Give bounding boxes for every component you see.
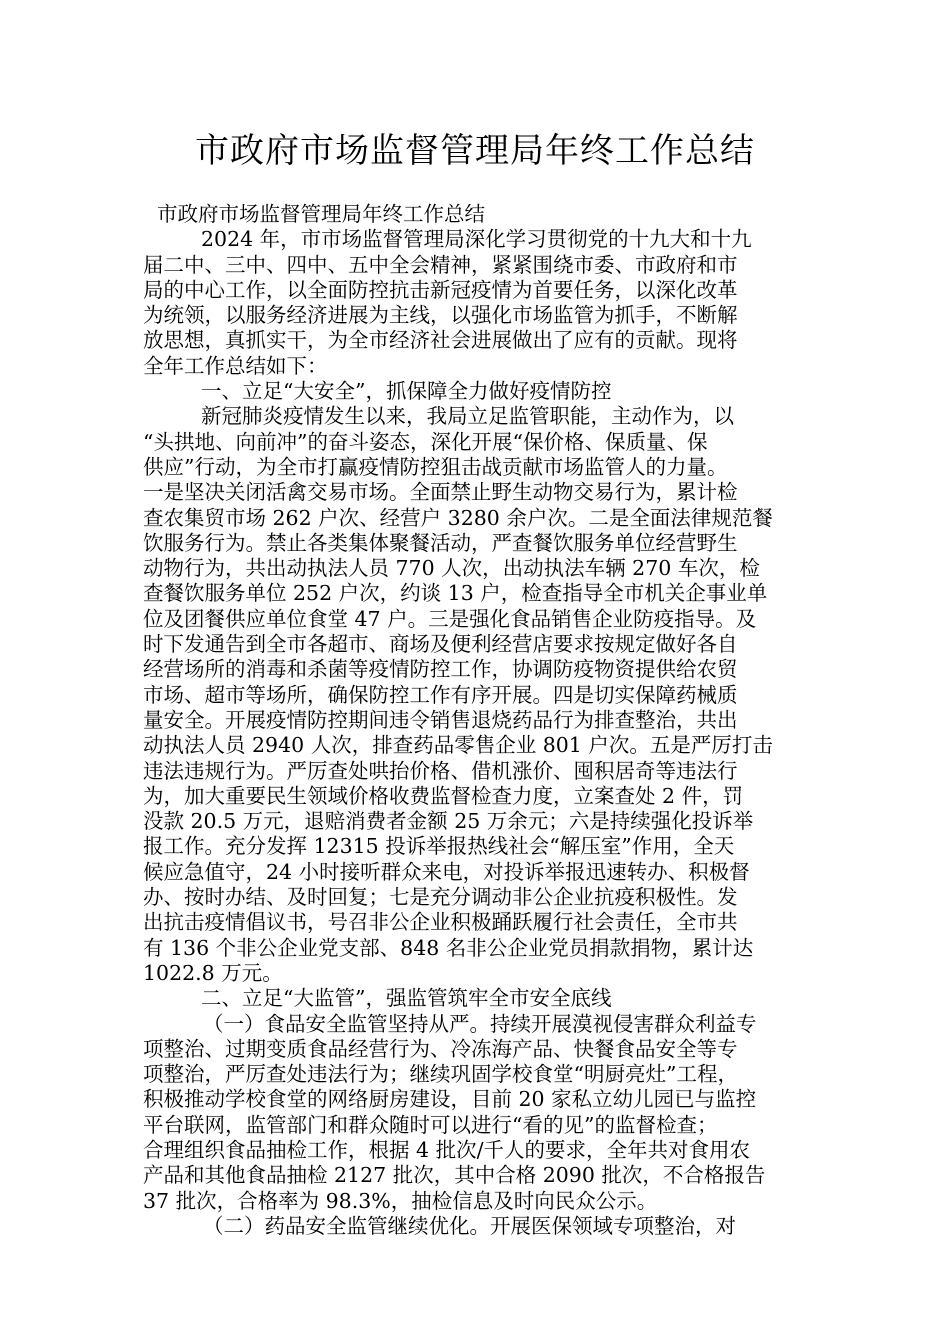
text-line: 量安全。开展疫情防控期间违令销售退烧药品行为排查整治，共出: [143, 707, 738, 732]
text-line: 届二中、三中、四中、五中全会精神，紧紧围绕市委、市政府和市: [143, 252, 738, 277]
document-title: 市政府市场监督管理局年终工作总结: [195, 131, 755, 171]
text-line: 一是坚决关闭活禽交易市场。全面禁止野生动物交易行为，累计检: [143, 480, 738, 505]
text-line: 为统领，以服务经济进展为主线，以强化市场监管为抓手，不断解: [143, 303, 738, 328]
text-line: 新冠肺炎疫情发生以来，我局立足监管职能，主动作为，以: [201, 404, 734, 429]
text-line: 时下发通告到全市各超市、商场及便利经营店要求按规定做好各自: [143, 632, 738, 657]
text-line: 经营场所的消毒和杀菌等疫情防控工作，协调防疫物资提供给农贸: [143, 657, 738, 682]
text-line: 有 136 个非公企业党支部、848 名非公企业党员捐款捐物，累计达: [143, 935, 754, 960]
text-line: 局的中心工作，以全面防控抗击新冠疫情为首要任务，以深化改革: [143, 277, 738, 302]
text-line: 项整治，严厉查处违法行为；继续巩固学校食堂“明厨亮灶”工程，: [143, 1062, 738, 1087]
text-line: 一、立足“大安全”，抓保障全力做好疫情防控: [201, 379, 612, 404]
text-line: 产品和其他食品抽检 2127 批次，其中合格 2090 批次，不合格报告: [143, 1163, 766, 1188]
text-line: 合理组织食品抽检工作，根据 4 批次/千人的要求，全年共对食用农: [143, 1137, 750, 1162]
text-line: 违法违规行为。严厉查处哄抬价格、借机涨价、囤积居奇等违法行: [143, 758, 738, 783]
text-line: 位及团餐供应单位食堂 47 户。三是强化食品销售企业防疫指导。及: [143, 606, 757, 631]
text-line: 放思想，真抓实干，为全市经济社会进展做出了应有的贡献。现将: [143, 328, 738, 353]
text-line: 37 批次，合格率为 98.3%，抽检信息及时向民众公示。: [143, 1188, 658, 1213]
text-line: 1022.8 万元。: [143, 960, 283, 985]
text-line: 为，加大重要民生领域价格收费监督检查力度，立案查处 2 件，罚: [143, 783, 744, 808]
text-line: 查农集贸市场 262 户次、经营户 3280 余户次。二是全面法律规范餐: [143, 505, 773, 530]
text-line: 饮服务行为。禁止各类集体聚餐活动，严查餐饮服务单位经营野生: [143, 530, 738, 555]
text-line: 没款 20.5 万元，退赔消费者金额 25 万余元；六是持续强化投诉举: [143, 809, 754, 834]
text-line: 供应”行动，为全市打赢疫情防控狙击战贡献市场监管人的力量。: [143, 454, 728, 479]
text-line: 候应急值守，24 小时接听群众来电，对投诉举报迅速转办、积极督: [143, 859, 750, 884]
text-line: 报工作。充分发挥 12315 投诉举报热线社会“解压室”作用，全天: [143, 834, 735, 859]
text-line: 市政府市场监督管理局年终工作总结: [157, 202, 485, 226]
text-line: （一）食品安全监管坚持从严。持续开展漠视侵害群众利益专: [203, 1011, 757, 1036]
text-line: 平台联网，监管部门和群众随时可以进行“看的见”的监督检查；: [143, 1112, 718, 1137]
text-line: 二、立足“大监管”，强监管筑牢全市安全底线: [201, 986, 612, 1011]
text-line: 全年工作总结如下：: [143, 353, 328, 378]
text-line: 办、按时办结、及时回复；七是充分调动非公企业抗疫积极性。发: [143, 885, 738, 910]
text-line: 市场、超市等场所，确保防控工作有序开展。四是切实保障药械质: [143, 682, 738, 707]
document-body: [143, 202, 813, 1239]
text-line: （二）药品安全监管继续优化。开展医保领域专项整治，对: [203, 1213, 736, 1238]
text-line: 动物行为，共出动执法人员 770 人次，出动执法车辆 270 车次，检: [143, 556, 760, 581]
text-line: 项整治、过期变质食品经营行为、冷冻海产品、快餐食品安全等专: [143, 1036, 738, 1061]
text-line: 动执法人员 2940 人次，排查药品零售企业 801 户次。五是严厉打击: [143, 733, 773, 758]
text-line: 积极推动学校食堂的网络厨房建设，目前 20 家私立幼儿园已与监控: [143, 1087, 757, 1112]
text-line: “头拱地、向前冲”的奋斗姿态，深化开展“保价格、保质量、保: [143, 429, 708, 454]
text-line: 出抗击疫情倡议书，号召非公企业积极踊跃履行社会责任，全市共: [143, 910, 738, 935]
text-line: 查餐饮服务单位 252 户次，约谈 13 户，检查指导全市机关企事业单: [143, 581, 768, 606]
text-line: 2024 年，市市场监督管理局深化学习贯彻党的十九大和十九: [201, 227, 752, 252]
